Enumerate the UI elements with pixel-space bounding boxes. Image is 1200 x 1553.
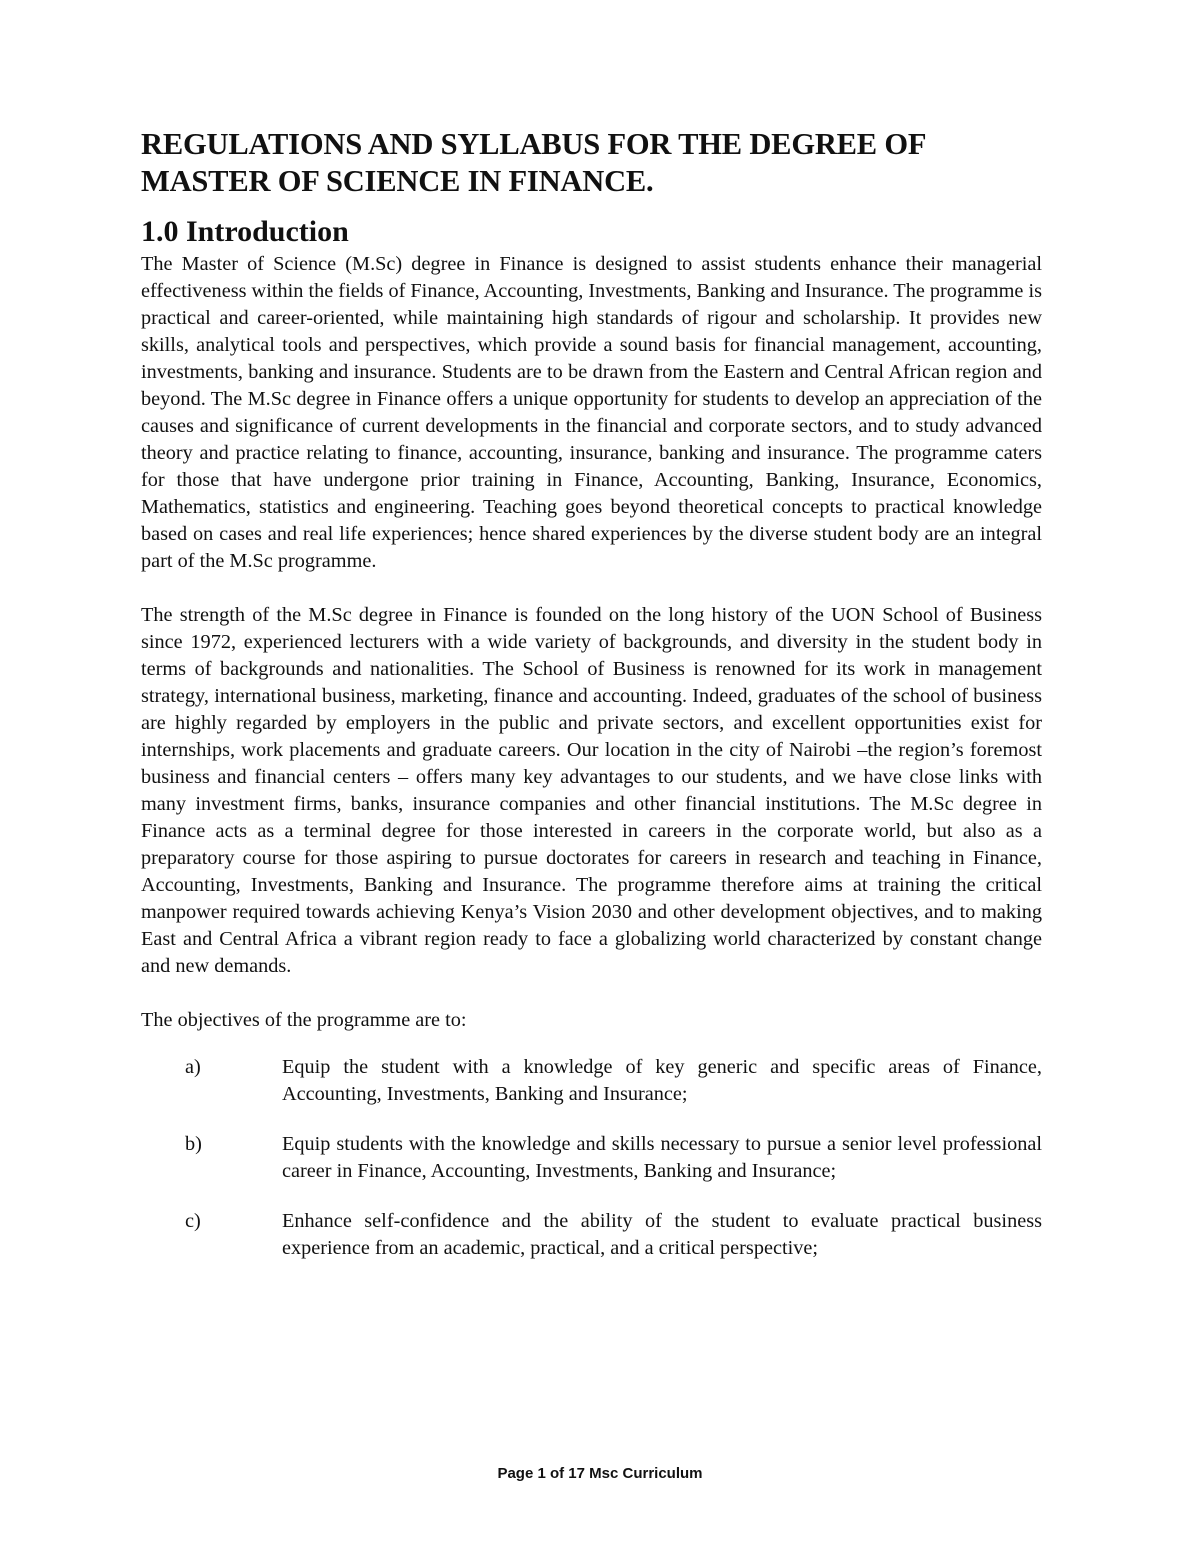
- list-item-text: Enhance self-confidence and the ability of the student to evaluate practical business experience from an academic, practical, and a critical perspective;: [282, 1210, 1042, 1259]
- list-item: [141, 1054, 1042, 1108]
- list-item-text: Equip students with the knowledge and skills necessary to pursue a senior level professional career in Finance, Accounting, Investments, Banking and Insurance;: [282, 1133, 1042, 1182]
- objectives-lead-in: The objectives of the programme are to:: [141, 1009, 467, 1031]
- objectives-list: [141, 1054, 1042, 1262]
- list-item: [141, 1208, 1042, 1262]
- document-body: [141, 126, 1042, 1285]
- page-footer: Page 1 of 17 Msc Curriculum: [497, 1465, 703, 1482]
- document-title: REGULATIONS AND SYLLABUS FOR THE DEGREE OF MASTER OF SCIENCE IN FINANCE.: [141, 127, 926, 198]
- list-item-text: Equip the student with a knowledge of key generic and specific areas of Finance, Accounting, Investments, Banking and Insurance;: [282, 1056, 1042, 1105]
- list-marker: c): [185, 1210, 201, 1232]
- section-heading-introduction: 1.0 Introduction: [141, 215, 349, 248]
- intro-paragraph-1: The Master of Science (M.Sc) degree in Finance is designed to assist students enhance their managerial effectiveness within the fields of Finance, Accounting, Investments, Banking and Insurance. The programme is practical and career-oriented, while maintaining high standards of rigour and scholarship. It provides new skills, analytical tools and perspectives, which provide a sound basis for financial management, accounting, investments, banking and insurance. Students are to be drawn from the Eastern and Central African region and beyond. The M.Sc degree in Finance offers a unique opportunity for students to develop an appreciation of the causes and significance of current developments in the financial and corporate sectors, and to study advanced theory and practice relating to finance, accounting, insurance, banking and insurance. The programme caters for those that have undergone prior training in Finance, Accounting, Banking, Insurance, Economics, Mathematics, statistics and engineering. Teaching goes beyond theoretical concepts to practical knowledge based on cases and real life experiences; hence shared experiences by the diverse student body are an integral part of the M.Sc programme.: [141, 253, 1042, 572]
- list-marker: b): [185, 1133, 202, 1155]
- intro-paragraph-2: The strength of the M.Sc degree in Finance is founded on the long history of the UON School of Business since 1972, experienced lecturers with a wide variety of backgrounds, and diversity in the student body in terms of backgrounds and nationalities. The School of Business is renowned for its work in management strategy, international business, marketing, finance and accounting. Indeed, graduates of the school of business are highly regarded by employers in the public and private sectors, and excellent opportunities exist for internships, work placements and graduate careers. Our location in the city of Nairobi –the region’s foremost business and financial centers – offers many key advantages to our students, and we have close links with many investment firms, banks, insurance companies and other financial institutions. The M.Sc degree in Finance acts as a terminal degree for those interested in careers in the corporate world, but also as a preparatory course for those aspiring to pursue doctorates for careers in research and teaching in Finance, Accounting, Investments, Banking and Insurance. The programme therefore aims at training the critical manpower required towards achieving Kenya’s Vision 2030 and other development objectives, and to making East and Central Africa a vibrant region ready to face a globalizing world characterized by constant change and new demands.: [141, 604, 1042, 977]
- list-marker: a): [185, 1056, 201, 1078]
- list-item: [141, 1131, 1042, 1185]
